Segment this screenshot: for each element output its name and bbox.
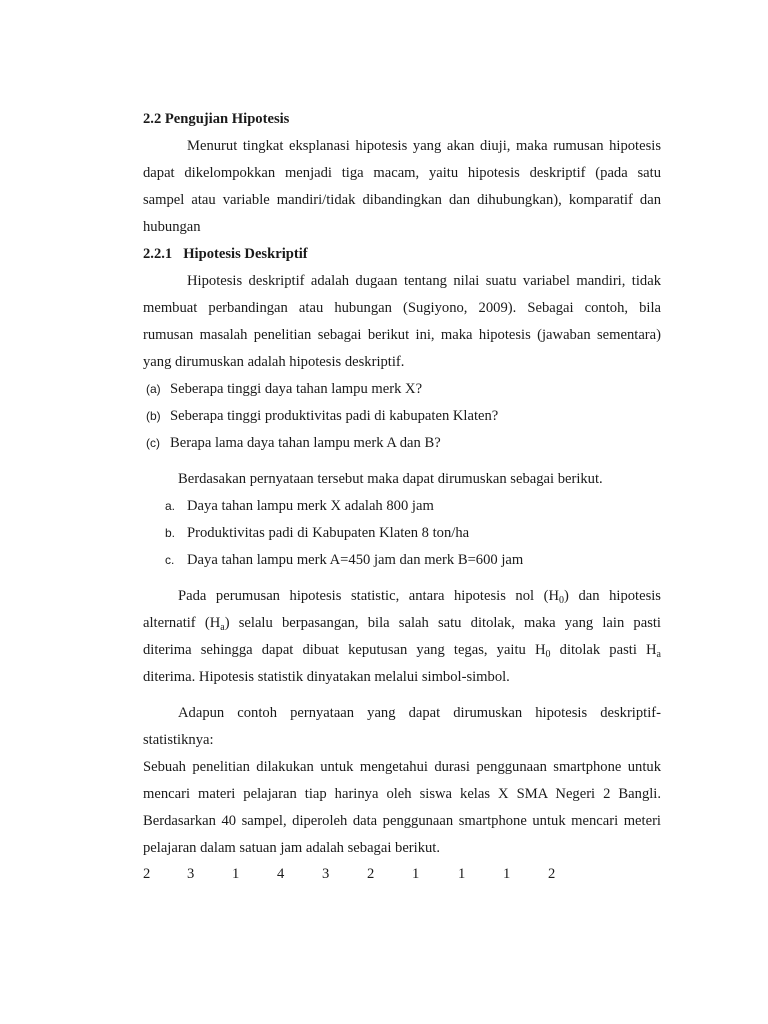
data-value: 1	[503, 866, 511, 882]
paragraph-line: sampel atau variable mandiri/tidak dibandingkan dan dihubungkan), komparatif dan	[143, 192, 661, 208]
list-marker: (c)	[146, 436, 160, 450]
paragraph-line: Adapun contoh pernyataan yang dapat dirumuskan hipotesis deskriptif-	[178, 705, 661, 721]
paragraph-line: statistiknya:	[143, 732, 214, 748]
paragraph-line: rumusan masalah penelitian sebagai berikut ini, maka hipotesis (jawaban sementara)	[143, 327, 661, 343]
list-marker: a.	[165, 499, 176, 513]
paragraph-line: Pada perumusan hipotesis statistic, antara hipotesis nol $(H_0)$ dan hipotesis	[178, 588, 661, 606]
data-value: 4	[277, 866, 285, 882]
list-item-text: Berapa lama daya tahan lampu merk A dan B?	[170, 435, 441, 451]
data-value: 3	[322, 866, 330, 882]
data-value: 2	[367, 866, 375, 882]
list-item-text: Seberapa tinggi daya tahan lampu merk X?	[170, 381, 423, 397]
list-item-text: Daya tahan lampu merk A=450 jam dan merk B=600 jam	[187, 552, 524, 568]
paragraph-line: diterima. Hipotesis statistik dinyatakan melalui simbol-simbol.	[143, 669, 510, 685]
paragraph-line: dapat dikelompokkan menjadi tiga macam, yaitu hipotesis deskriptif (pada satu	[143, 165, 661, 181]
data-value: 1	[232, 866, 240, 882]
subsection-title: Hipotesis Deskriptif	[183, 246, 308, 262]
paragraph-line: hubungan	[143, 219, 201, 235]
paragraph-line: Berdasakan pernyataan tersebut maka dapat dirumuskan sebagai berikut.	[178, 471, 603, 487]
data-value: 1	[412, 866, 420, 882]
paragraph-line: Berdasarkan 40 sampel, diperoleh data penggunaan smartphone untuk mencari meteri	[143, 813, 661, 829]
section-heading: 2.2 Pengujian Hipotesis	[143, 111, 290, 127]
subsection-number: 2.2.1	[143, 246, 173, 262]
list-item-text: Produktivitas padi di Kabupaten Klaten 8 ton/ha	[187, 525, 470, 541]
list-marker: b.	[165, 526, 176, 540]
list-marker: (b)	[146, 409, 161, 423]
data-value: 1	[458, 866, 466, 882]
paragraph-line: membuat perbandingan atau hubungan (Sugiyono, 2009). Sebagai contoh, bila	[143, 300, 661, 316]
paragraph-line: yang dirumuskan adalah hipotesis deskriptif.	[143, 354, 405, 370]
paragraph-line: mencari materi pelajaran tiap harinya oleh siswa kelas X SMA Negeri 2 Bangli.	[143, 786, 661, 802]
paragraph-line: diterima sehingga dapat dibuat keputusan yang tegas, yaitu $H_0$ ditolak pasti $H_a$	[143, 642, 661, 660]
paragraph-line: alternatif $(H_a)$ selalu berpasangan, bila salah satu ditolak, maka yang lain pasti	[143, 615, 661, 633]
paragraph-line: Menurut tingkat eksplanasi hipotesis yang akan diuji, maka rumusan hipotesis	[187, 138, 661, 154]
data-value: 2	[143, 866, 151, 882]
list-marker: c.	[165, 553, 175, 567]
list-marker: (a)	[146, 382, 161, 396]
list-item-text: Daya tahan lampu merk X adalah 800 jam	[187, 498, 434, 514]
paragraph-line: Sebuah penelitian dilakukan untuk mengetahui durasi penggunaan smartphone untuk	[143, 759, 661, 775]
data-value: 2	[548, 866, 556, 882]
data-value: 3	[187, 866, 195, 882]
list-item-text: Seberapa tinggi produktivitas padi di kabupaten Klaten?	[170, 408, 499, 424]
paragraph-line: Hipotesis deskriptif adalah dugaan tentang nilai suatu variabel mandiri, tidak	[187, 273, 661, 289]
paragraph-line: pelajaran dalam satuan jam adalah sebagai berikut.	[143, 840, 441, 856]
